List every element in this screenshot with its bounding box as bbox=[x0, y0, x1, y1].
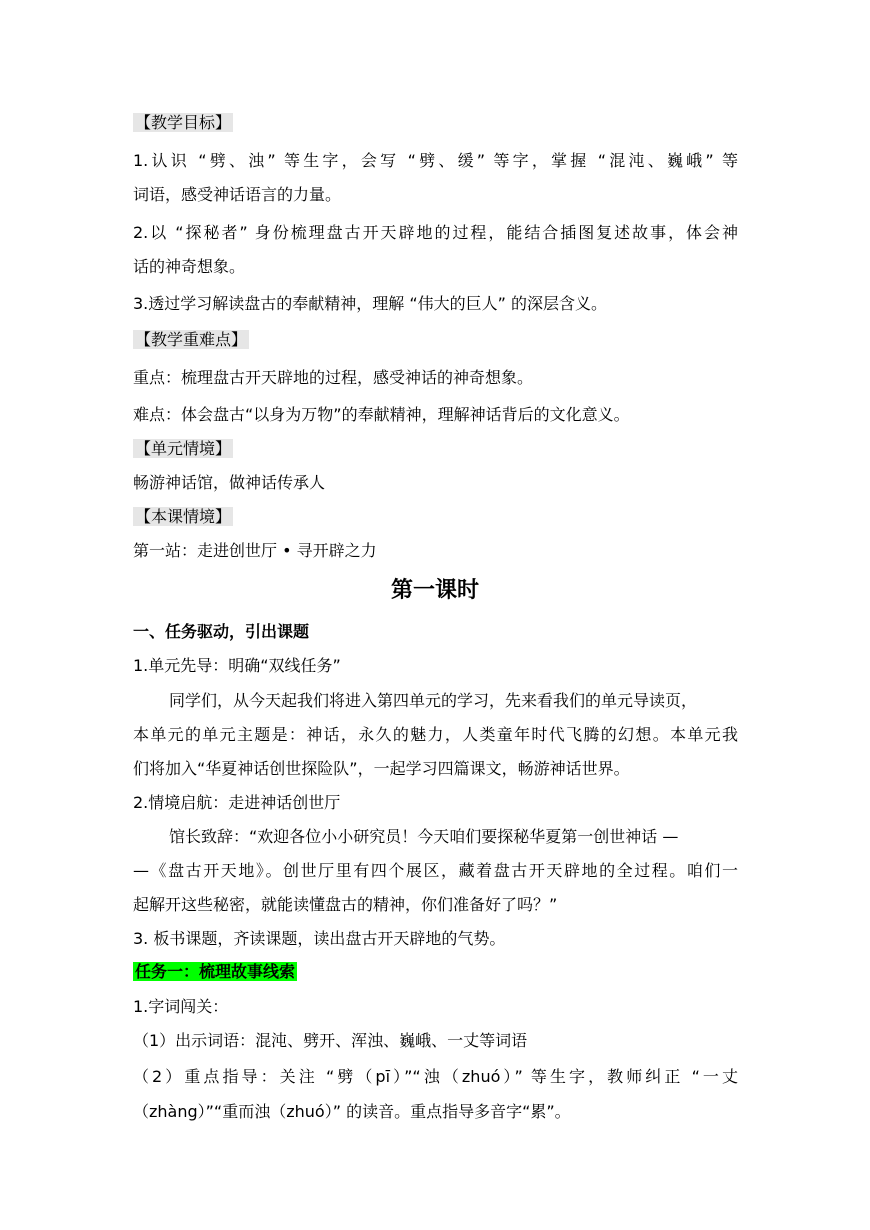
goals-heading: 【教学目标】 bbox=[135, 113, 232, 132]
goals-item2-line1: 2.以 “探秘者” 身份梳理盘古开天辟地的过程，能结合插图复述故事，体会神 bbox=[133, 223, 738, 242]
task1-item1a: （1）出示词语：混沌、劈开、浑浊、巍峨、一丈等词语 bbox=[133, 1031, 528, 1050]
paragraph1-line1: 同学们，从今天起我们将进入第四单元的学习，先来看我们的单元导读页， bbox=[169, 691, 698, 710]
paragraph2-line2: —《盘古开天地》。创世厅里有四个展区，藏着盘古开天辟地的全过程。咱们一 bbox=[133, 861, 738, 880]
task1-item1: 1.字词闯关： bbox=[133, 997, 229, 1016]
task1-heading: 任务一：梳理故事线索 bbox=[135, 962, 296, 981]
section1-item2: 2.情境启航：走进神话创世厅 bbox=[133, 793, 341, 812]
keypoints-focus: 重点：梳理盘古开天辟地的过程，感受神话的神奇想象。 bbox=[133, 368, 534, 387]
goals-item3: 3.透过学习解读盘古的奉献精神，理解 “伟大的巨人” 的深层含义。 bbox=[133, 294, 608, 313]
task1-item1b-line1: （2）重点指导：关注 “劈（pī）”“浊（zhuó）” 等生字，教师纠正 “一丈 bbox=[133, 1067, 738, 1086]
unit-context-text: 畅游神话馆，做神话传承人 bbox=[133, 473, 326, 492]
lesson-title: 第一课时 bbox=[390, 578, 479, 603]
goals-item1-line1: 1.认识 “劈、浊” 等生字，会写 “劈、缓” 等字，掌握 “混沌、巍峨” 等 bbox=[133, 151, 738, 170]
goals-item1-line2: 词语，感受神话语言的力量。 bbox=[133, 185, 342, 204]
task1-item1b-line2: （zhàng）”“重而浊（zhuó）” 的读音。重点指导多音字“累”。 bbox=[133, 1102, 571, 1121]
keypoints-difficulty: 难点：体会盘古“以身为万物”的奉献精神，理解神话背后的文化意义。 bbox=[133, 405, 630, 424]
section1-heading: 一、任务驱动，引出课题 bbox=[133, 622, 310, 641]
goals-item2-line2: 话的神奇想象。 bbox=[133, 257, 246, 276]
section1-item3: 3. 板书课题，齐读课题，读出盘古开天辟地的气势。 bbox=[133, 929, 506, 948]
lesson-context-text: 第一站：走进创世厅 • 寻开辟之力 bbox=[133, 541, 377, 560]
keypoints-heading: 【教学重难点】 bbox=[135, 330, 248, 349]
paragraph1-line2: 本单元的单元主题是：神话，永久的魅力，人类童年时代飞腾的幻想。本单元我 bbox=[133, 725, 738, 744]
paragraph1-line3: 们将加入“华夏神话创世探险队”，一起学习四篇课文，畅游神话世界。 bbox=[133, 759, 630, 778]
section1-item1: 1.单元先导：明确“双线任务” bbox=[133, 656, 341, 675]
lesson-context-heading: 【本课情境】 bbox=[135, 507, 232, 526]
paragraph2-line1: 馆长致辞：“欢迎各位小小研究员！今天咱们要探秘华夏第一创世神话 — bbox=[169, 827, 679, 846]
unit-context-heading: 【单元情境】 bbox=[135, 439, 232, 458]
paragraph2-line3: 起解开这些秘密，就能读懂盘古的精神，你们准备好了吗？” bbox=[133, 895, 558, 914]
